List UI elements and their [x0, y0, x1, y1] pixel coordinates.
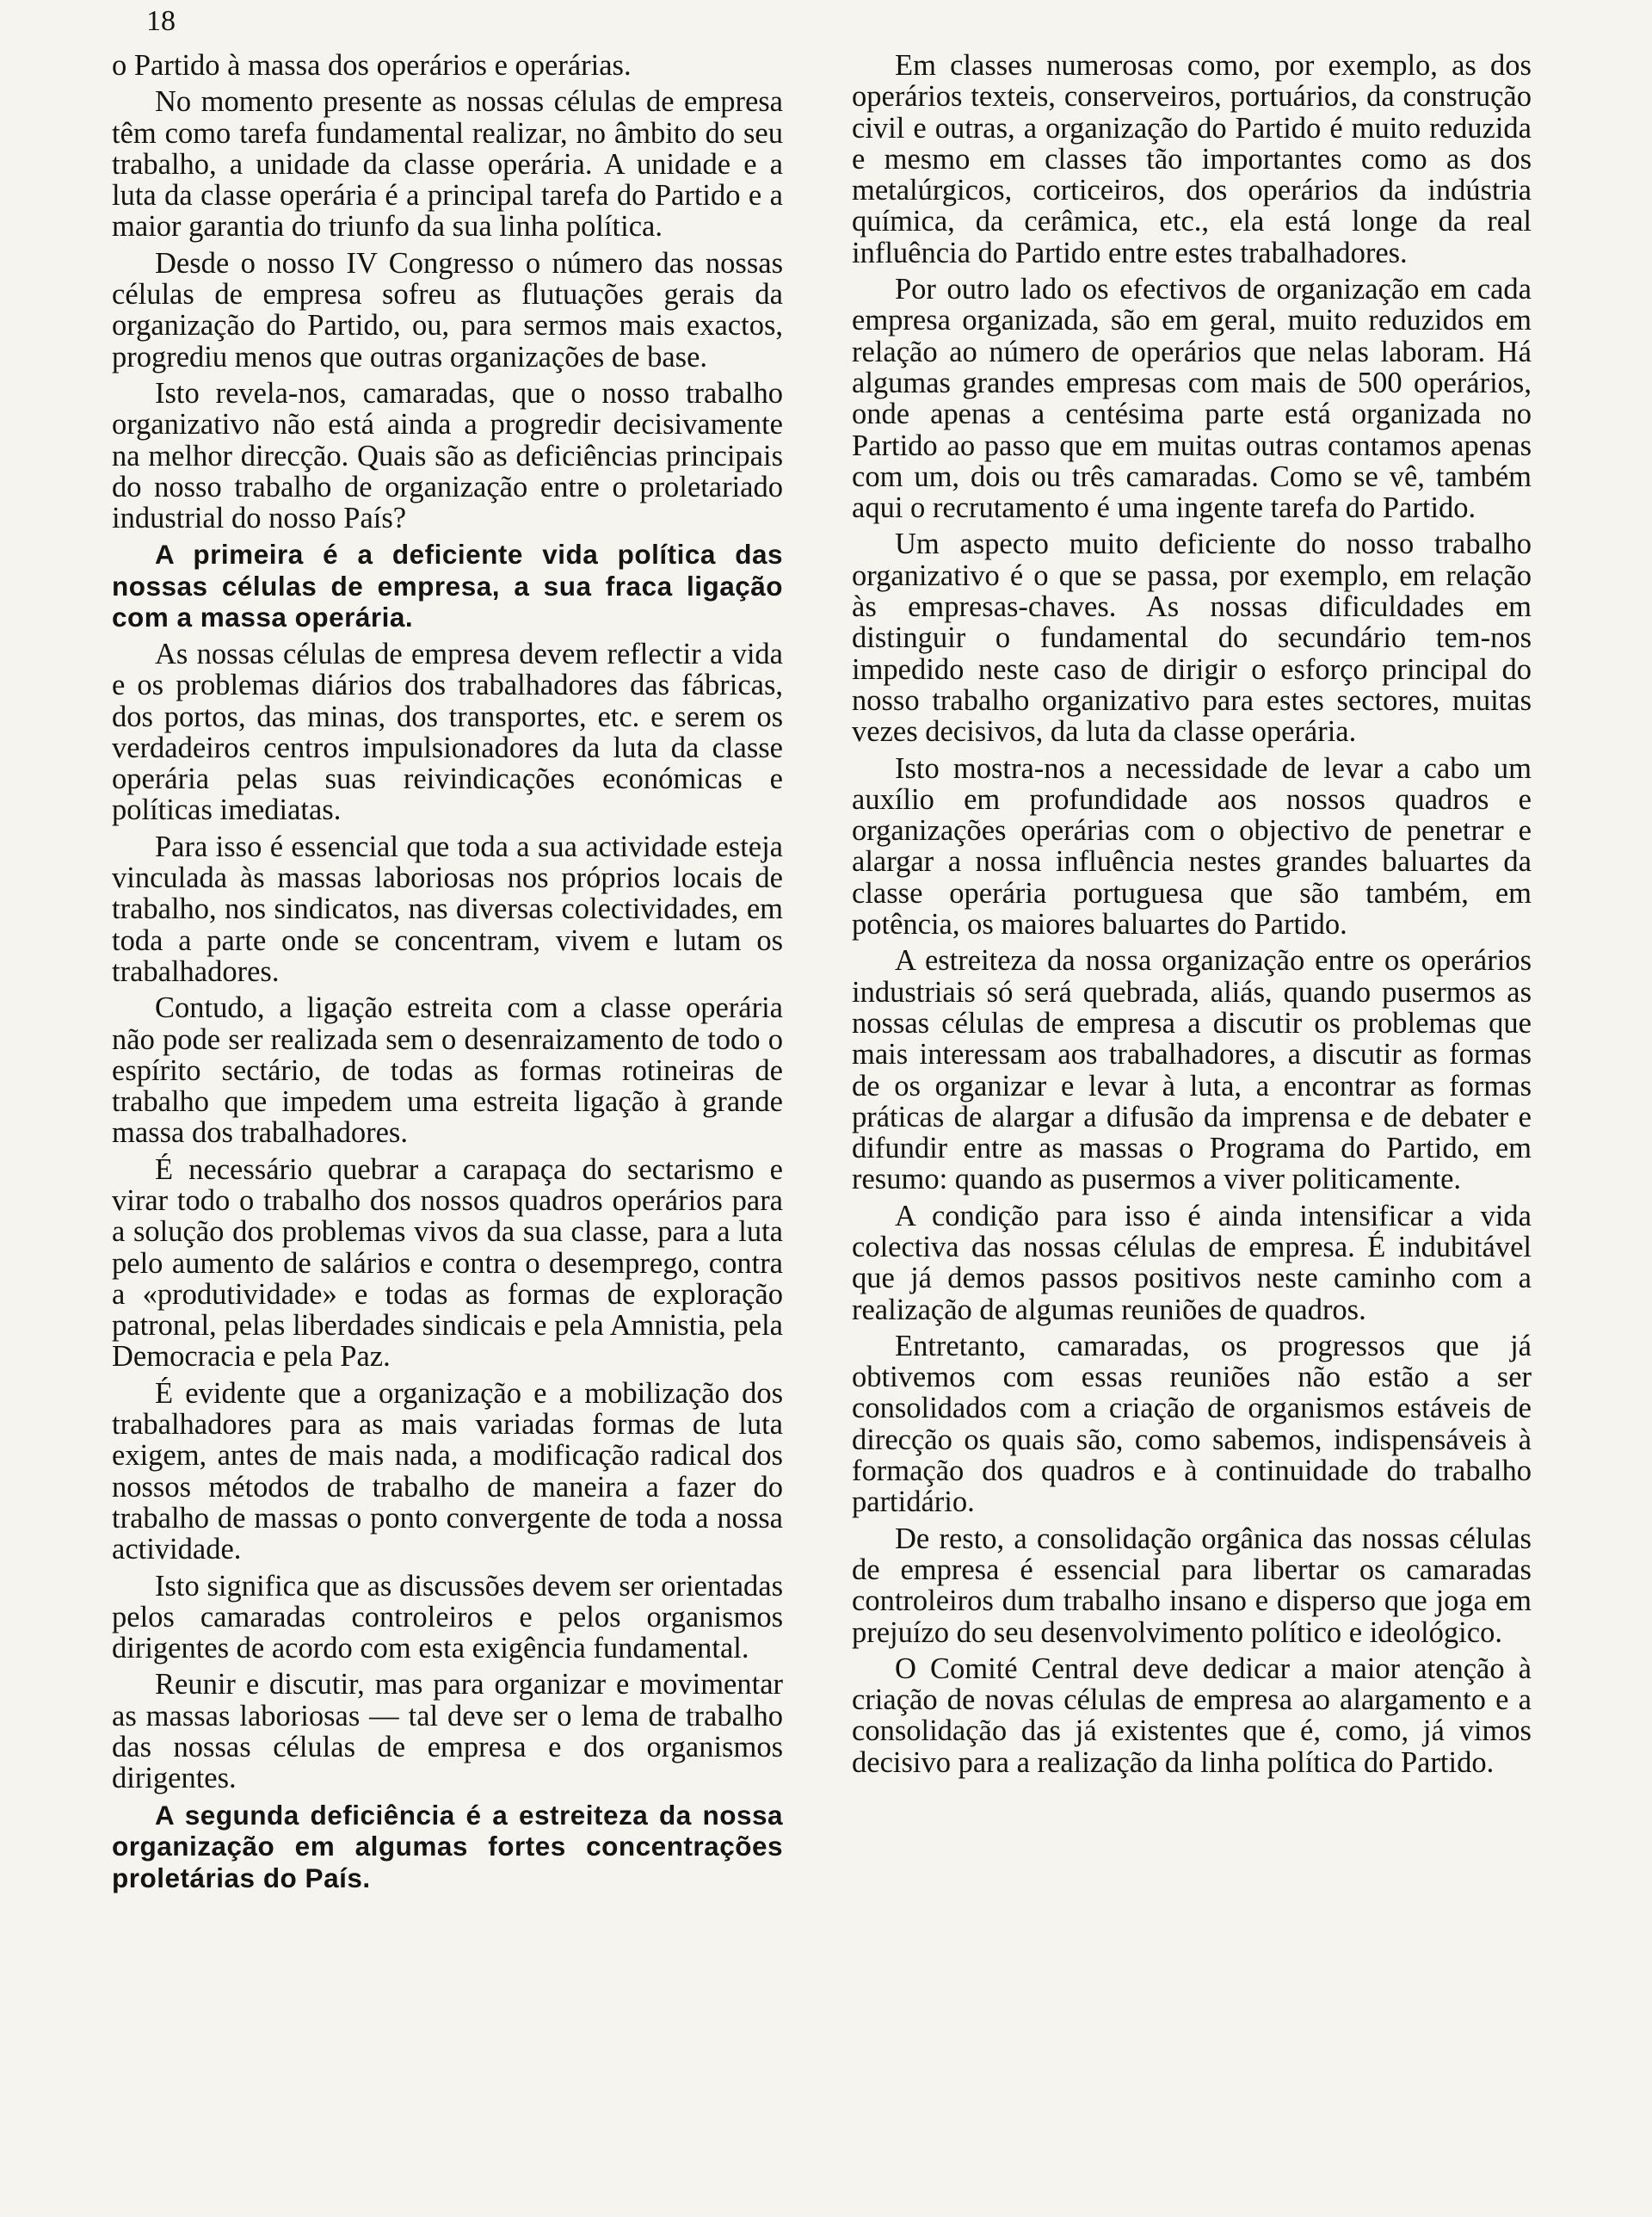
body-paragraph: É evidente que a organização e a mobilização dos trabalhadores para as mais variadas formas de luta exigem, antes de mais nada, a modificação radical dos nossos métodos de trabalho de maneira a fazer do trabalho de massas o ponto convergente de toda a nossa actividade. [112, 1376, 783, 1566]
section-heading-paragraph: A primeira é a deficiente vida política das nossas células de empresa, a sua fraca ligação com a massa operária. [112, 539, 783, 633]
body-paragraph: Para isso é essencial que toda a sua actividade esteja vinculada às massas laboriosas nos próprios locais de trabalho, nos sindicatos, nas diversas colectividades, em toda a parte onde se concentram, vivem e lutam os trabalhadores. [112, 830, 783, 988]
body-paragraph: Isto revela-nos, camaradas, que o nosso trabalho organizativo não está ainda a progredir decisivamente na melhor direcção. Quais são as deficiências principais do nosso trabalho de organização entre o proletariado industrial do nosso País? [112, 376, 783, 535]
body-paragraph: Isto significa que as discussões devem ser orientadas pelos camaradas controleiros e pelos organismos dirigentes de acordo com esta exigência fundamental. [112, 1569, 783, 1665]
body-paragraph: A condição para isso é ainda intensificar a vida colectiva das nossas células de empresa. É indubitável que já demos passos positivos neste caminho com a realização de algumas reuniões de quadros. [852, 1199, 1532, 1326]
page-number: 18 [146, 5, 176, 37]
body-paragraph: No momento presente as nossas células de empresa têm como tarefa fundamental realizar, no âmbito do seu trabalho, a unidade da classe operária. A unidade e a luta da classe operária é a principal tarefa do Partido e a maior garantia do triunfo da sua linha política. [112, 85, 783, 244]
body-paragraph: O Comité Central deve dedicar a maior atenção à criação de novas células de empresa ao alargamento e a consolidação das já existentes que é, como, já vimos decisivo para a realização da linha política do Partido. [852, 1652, 1532, 1779]
body-paragraph: o Partido à massa dos operários e operárias. [112, 49, 632, 82]
left-column [112, 50, 783, 1899]
right-column [852, 50, 1532, 1783]
body-paragraph: Desde o nosso IV Congresso o número das nossas células de empresa sofreu as flutuações gerais da organização do Partido, ou, para sermos mais exactos, progrediu menos que outras organizações de base. [112, 246, 783, 374]
body-paragraph: De resto, a consolidação orgânica das nossas células de empresa é essencial para libertar os camaradas controleiros dum trabalho insano e disperso que joga em prejuízo do seu desenvolvimento político e ideológico. [852, 1522, 1532, 1649]
body-paragraph: A estreiteza da nossa organização entre os operários industriais só será quebrada, aliás, quando pusermos as nossas células de empresa a discutir os problemas que mais interessam aos trabalhadores, a discutir as formas de os organizar e levar à luta, a encontrar as formas práticas de alargar a difusão da imprensa e de debater e difundir entre as massas o Programa do Partido, em resumo: quando as pusermos a viver politicamente. [852, 944, 1532, 1196]
body-paragraph: Isto mostra-nos a necessidade de levar a cabo um auxílio em profundidade aos nossos quadros e organizações operárias com o objectivo de penetrar e alargar a nossa influência nestes grandes baluartes da classe operária portuguesa que são também, em potência, os maiores baluartes do Partido. [852, 751, 1532, 942]
body-paragraph: Entretanto, camaradas, os progressos que já obtivemos com essas reuniões não estão a ser consolidados com a criação de organismos estáveis de direcção os quais são, como sabemos, indispensáveis à formação dos quadros e à continuidade do trabalho partidário. [852, 1329, 1532, 1519]
body-paragraph: Por outro lado os efectivos de organização em cada empresa organizada, são em geral, muito reduzidos em relação ao número de operários que nelas laboram. Há algumas grandes empresas com mais de 500 operários, onde apenas a centésima parte está organizada no Partido ao passo que em muitas outras contamos apenas com um, dois ou três camaradas. Como se vê, também aqui o recrutamento é uma ingente tarefa do Partido. [852, 273, 1532, 525]
body-paragraph: Em classes numerosas como, por exemplo, as dos operários texteis, conserveiros, portuários, da construção civil e outras, a organização do Partido é muito reduzida e mesmo em classes tão importantes como as dos metalúrgicos, corticeiros, dos operários da indústria química, da cerâmica, etc., ela está longe da real influência do Partido entre estes trabalhadores. [852, 49, 1532, 269]
section-heading-paragraph: A segunda deficiência é a estreiteza da nossa organização em algumas fortes concentrações proletárias do País. [112, 1799, 783, 1893]
body-paragraph: Um aspecto muito deficiente do nosso trabalho organizativo é o que se passa, por exemplo, em relação às empresas-chaves. As nossas dificuldades em distinguir o fundamental do secundário tem-nos impedido neste caso de dirigir o esforço principal do nosso trabalho organizativo para estes sectores, muitas vezes decisivos, da luta da classe operária. [852, 528, 1532, 749]
body-paragraph: As nossas células de empresa devem reflectir a vida e os problemas diários dos trabalhadores das fábricas, dos portos, das minas, dos transportes, etc. e serem os verdadeiros centros impulsionadores da luta da classe operária pelas suas reivindicações económicas e políticas imediatas. [112, 637, 783, 827]
body-paragraph: É necessário quebrar a carapaça do sectarismo e virar todo o trabalho dos nossos quadros operários para a solução dos problemas vivos da sua classe, para a luta pelo aumento de salários e contra o desemprego, contra a «produtividade» e todas as formas de exploração patronal, pelas liberdades sindicais e pela Amnistia, pela Democracia e pela Paz. [112, 1152, 783, 1374]
body-paragraph: Contudo, a ligação estreita com a classe operária não pode ser realizada sem o desenraizamento de todo o espírito sectário, de todas as formas rotineiras de trabalho que impedem uma estreita ligação à grande massa dos trabalhadores. [112, 991, 783, 1150]
body-paragraph: Reunir e discutir, mas para organizar e movimentar as massas laboriosas — tal deve ser o lema de trabalho das nossas células de empresa e dos organismos dirigentes. [112, 1668, 783, 1795]
